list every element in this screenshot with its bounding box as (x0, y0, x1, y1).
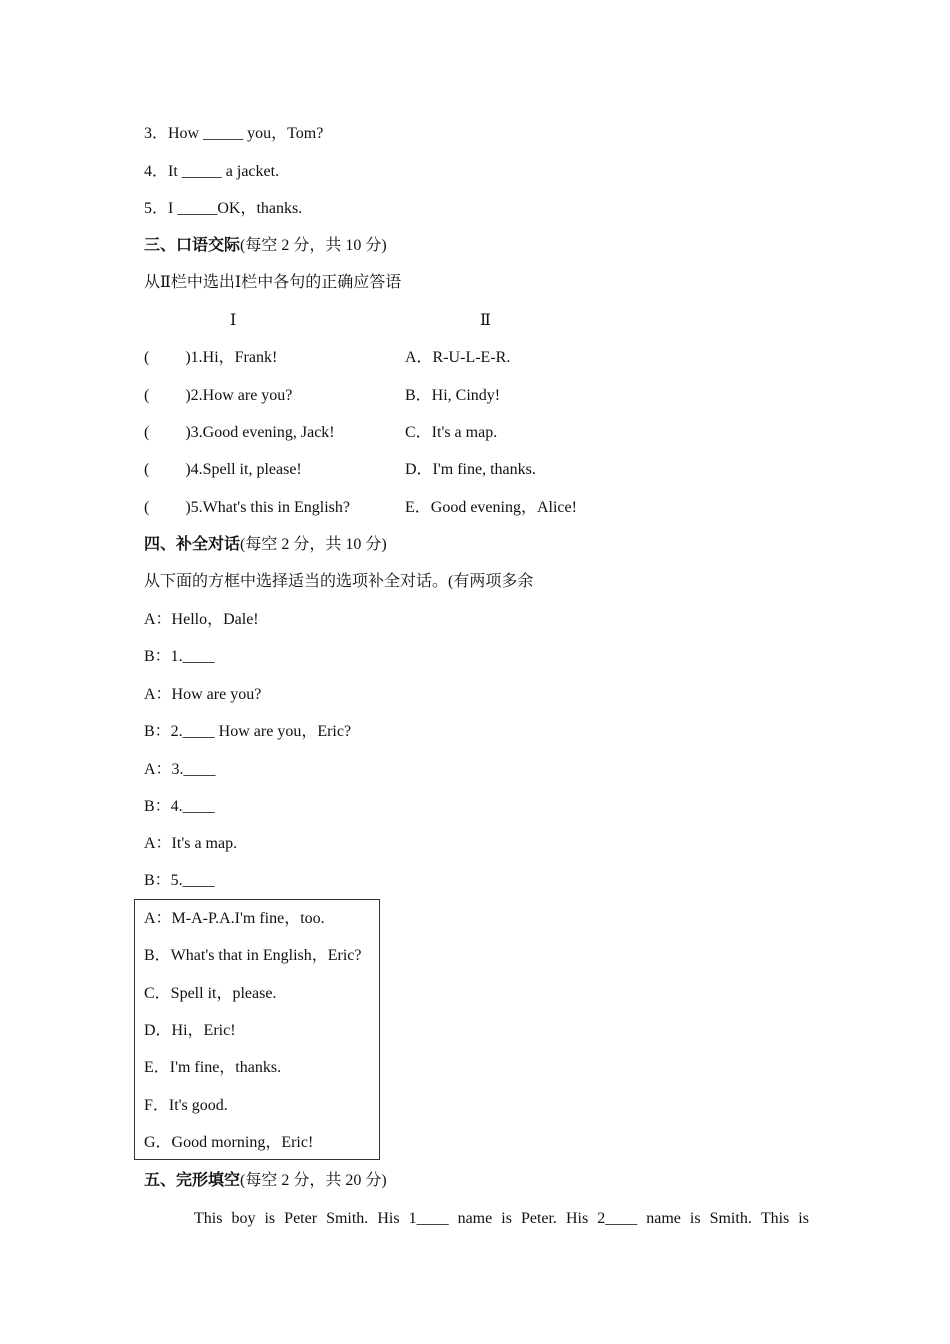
option-c: C．Spell it，please. (144, 985, 277, 1002)
section3-points: (每空 2 分，共 10 分) (240, 237, 387, 254)
section3-heading (144, 236, 387, 256)
fill-in-item-3: 3．How _____ you，Tom? (144, 125, 324, 142)
cloze-blank-1: 1____ (408, 1210, 449, 1227)
dialogue-line-4: B：2.____ How are you，Eric? (144, 723, 352, 740)
passage-word: His (565, 1210, 589, 1227)
cloze-blank-2: 2____ (597, 1210, 638, 1227)
matching-answer-a: A．R-U-L-E-R. (405, 349, 511, 366)
passage-word: Smith. (326, 1210, 369, 1227)
dialogue-line-1: A：Hello，Dale! (144, 611, 259, 628)
matching-answer-e: E．Good evening，Alice! (405, 499, 577, 516)
passage-word: is (264, 1210, 276, 1227)
section4-title: 四、补全对话 (144, 536, 241, 553)
cloze-passage-line (194, 1209, 809, 1229)
passage-word: This (194, 1210, 223, 1227)
section3-instruction: 从Ⅱ栏中选出Ⅰ栏中各句的正确应答语 (144, 274, 402, 291)
option-e: E．I'm fine，thanks. (144, 1059, 282, 1076)
matching-question-3: ( )3.Good evening, Jack! (144, 424, 335, 441)
passage-word: is (798, 1210, 809, 1227)
matching-question-1: ( )1.Hi，Frank! (144, 349, 278, 366)
fill-in-item-4: 4．It _____ a jacket. (144, 163, 280, 180)
section5-heading (144, 1171, 387, 1191)
dialogue-line-3: A：How are you? (144, 686, 262, 703)
section3-title: 三、口语交际 (144, 237, 241, 254)
passage-word: is (689, 1210, 701, 1227)
passage-word: Peter. (520, 1210, 557, 1227)
option-d: D．Hi，Eric! (144, 1022, 236, 1039)
matching-question-2: ( )2.How are you? (144, 387, 293, 404)
option-g: G．Good morning，Eric! (144, 1134, 314, 1151)
dialogue-line-6: B：4.____ (144, 798, 215, 815)
section4-heading (144, 535, 387, 555)
section5-points: (每空 2 分，共 20 分) (240, 1172, 387, 1189)
passage-word: This (760, 1210, 790, 1227)
section4-instruction: 从下面的方框中选择适当的选项补全对话。(有两项多余 (144, 573, 534, 590)
passage-word: name (646, 1210, 681, 1227)
fill-in-item-5: 5．I _____OK，thanks. (144, 200, 303, 217)
matching-question-4: ( )4.Spell it, please! (144, 461, 302, 478)
passage-word: name (457, 1210, 493, 1227)
passage-word: is (501, 1210, 512, 1227)
option-f: F．It's good. (144, 1097, 228, 1114)
dialogue-line-7: A：It's a map. (144, 835, 238, 852)
passage-word: boy (231, 1210, 256, 1227)
section5-title: 五、完形填空 (144, 1172, 241, 1189)
passage-word: His (377, 1210, 400, 1227)
matching-answer-c: C．It's a map. (405, 424, 498, 441)
dialogue-line-5: A：3.____ (144, 761, 216, 778)
passage-word: Smith. (709, 1210, 752, 1227)
matching-question-5: ( )5.What's this in English? (144, 499, 350, 516)
option-b: B．What's that in English，Eric? (144, 947, 362, 964)
section4-points: (每空 2 分，共 10 分) (240, 536, 387, 553)
option-a: A：M-A-P.A.I'm fine，too. (144, 910, 325, 927)
dialogue-line-2: B：1.____ (144, 648, 215, 665)
passage-word: Peter (284, 1210, 318, 1227)
matching-answer-b: B．Hi, Cindy! (405, 387, 501, 404)
column-ii-header: Ⅱ (480, 312, 491, 329)
column-i-header: Ⅰ (230, 312, 237, 329)
matching-answer-d: D．I'm fine, thanks. (405, 461, 536, 478)
dialogue-line-8: B：5.____ (144, 872, 215, 889)
